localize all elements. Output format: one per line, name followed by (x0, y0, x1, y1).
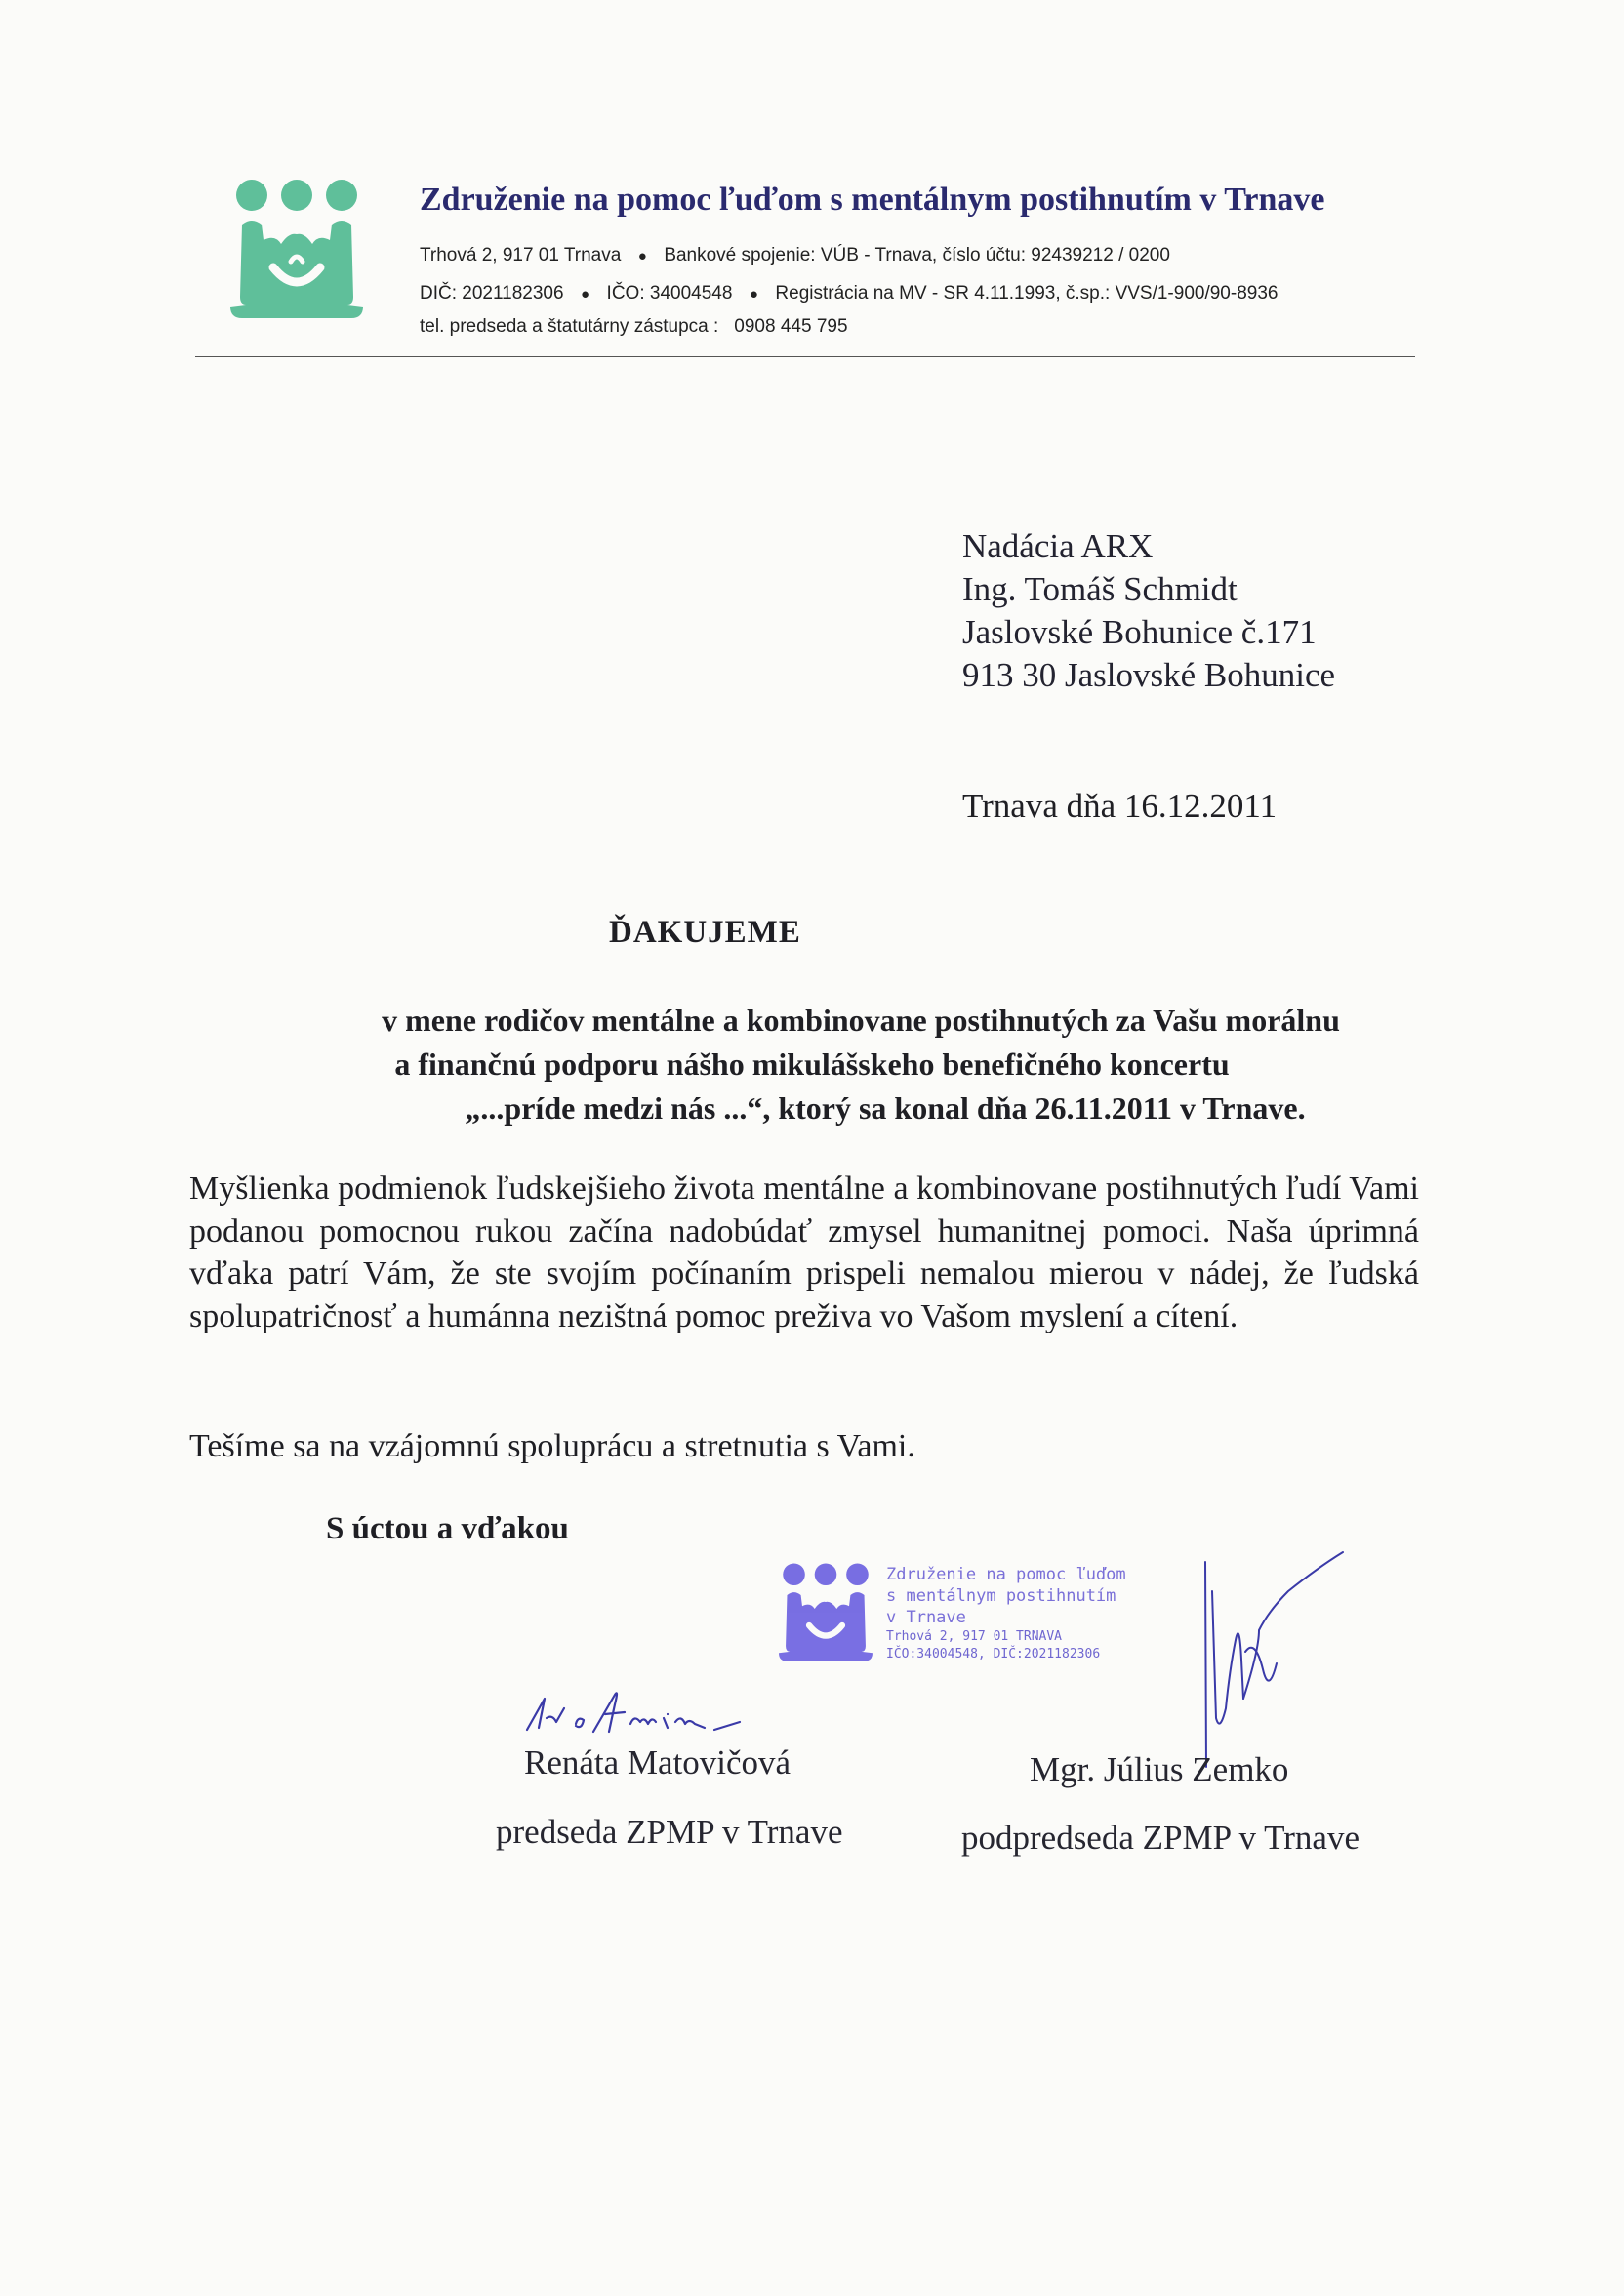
closing-phrase: S úctou a vďakou (326, 1511, 569, 1546)
letter-date: Trnava dňa 16.12.2011 (962, 787, 1278, 825)
body-paragraph: Tešíme sa na vzájomnú spoluprácu a stretnutia s Vami. (189, 1428, 915, 1464)
body-paragraph: Myšlienka podmienok ľudskejšieho života mentálne a kombinovane postihnutých ľudí Vami podanou pomocnou rukou začína nadobúdať zmysel humanitnej pomoci. Naša úprimná vďaka patrí Vám, že ste svojím počínaním prispeli nemalou mierou v nádej, že ľudská spolupatričnosť a humánna nezištná pomoc preživa vo Vašom myslení a cítení. (189, 1170, 1419, 1334)
stamp-line: v Trnave (886, 1608, 966, 1627)
tax-id: DIČ: 2021182306 (420, 283, 564, 304)
header-divider (195, 356, 1415, 357)
subheading-line: v mene rodičov mentálne a kombinovane postihnutých za Vašu morálnu (382, 1003, 1340, 1038)
signer-role: predseda ZPMP v Trnave (496, 1813, 843, 1851)
company-id: IČO: 34004548 (606, 283, 733, 304)
signer-name: Renáta Matovičová (524, 1743, 792, 1782)
stamp-line: s mentálnym postihnutím (886, 1586, 1116, 1606)
phone-number: 0908 445 795 (734, 316, 848, 337)
letter-heading: ĎAKUJEME (609, 915, 801, 950)
recipient-line: Ing. Tomáš Schmidt (962, 570, 1238, 608)
recipient-line: 913 30 Jaslovské Bohunice (962, 656, 1336, 694)
stamp-line: Združenie na pomoc ľuďom (886, 1565, 1126, 1584)
header-registration-line: DIČ: 2021182306 ● IČO: 34004548 ● Registrácia na MV - SR 4.11.1993, č.sp.: VVS/1-900/90-8936 (420, 283, 1279, 304)
organization-name: Združenie na pomoc ľuďom s mentálnym postihnutím v Trnave (420, 182, 1325, 218)
recipient-address (962, 525, 1335, 697)
subheading-line: „...príde medzi nás ...“, ktorý sa konal dňa 26.11.2011 v Trnave. (465, 1090, 1306, 1126)
org-address: Trhová 2, 917 01 Trnava (420, 245, 622, 266)
stamp-ids: IČO:34004548, DIČ:2021182306 (886, 1647, 1101, 1661)
stamp-address: Trhová 2, 917 01 TRNAVA (886, 1629, 1063, 1644)
signer-name: Mgr. Július Zemko (1030, 1750, 1289, 1788)
registration-info: Registrácia na MV - SR 4.11.1993, č.sp.: VVS/1-900/90-8936 (775, 283, 1279, 304)
phone-label: tel. predseda a štatutárny zástupca : (420, 316, 719, 337)
recipient-line: Jaslovské Bohunice č.171 (962, 613, 1317, 651)
bank-details: Bankové spojenie: VÚB - Trnava, číslo účtu: 92439212 / 0200 (664, 245, 1170, 266)
header-phone-line (420, 316, 848, 338)
header-address-line: Trhová 2, 917 01 Trnava ● Bankové spojenie: VÚB - Trnava, číslo účtu: 92439212 / 0200 (420, 245, 1170, 266)
signer-role: podpredseda ZPMP v Trnave (961, 1819, 1360, 1857)
recipient-line: Nadácia ARX (962, 527, 1154, 565)
subheading-line: a finančnú podporu nášho mikulášskeho benefičného koncertu (394, 1046, 1230, 1082)
organization-logo (230, 174, 363, 328)
